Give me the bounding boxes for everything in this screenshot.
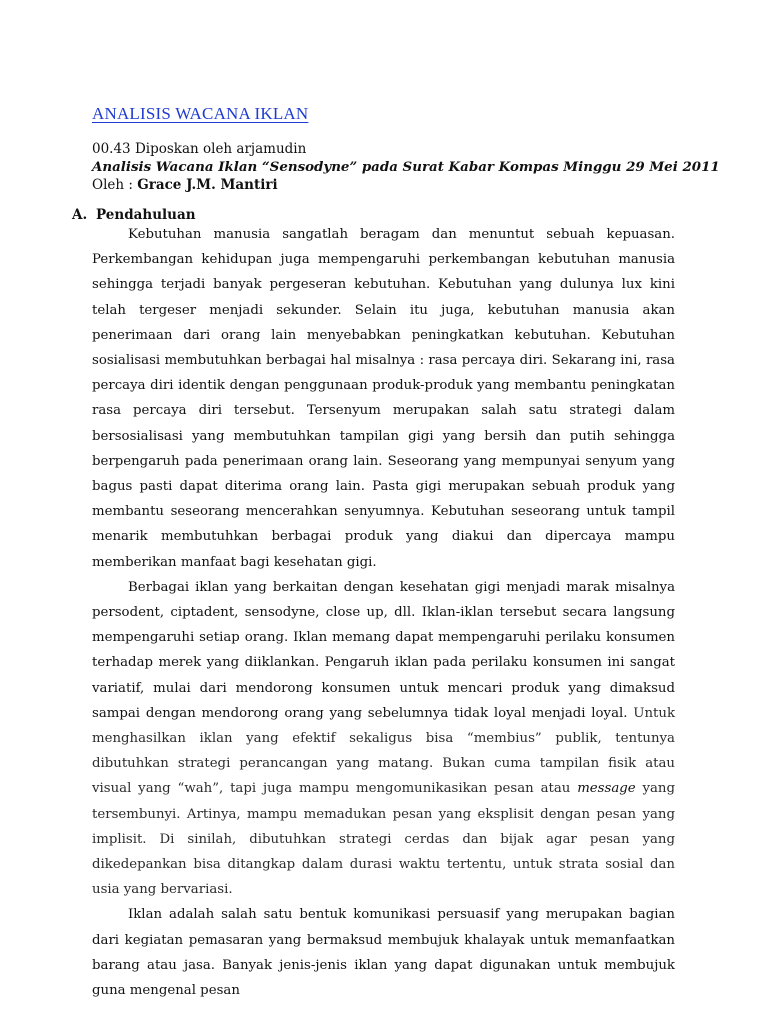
paragraph-2-emphasis: message	[577, 781, 636, 797]
document-title-link[interactable]: ANALISIS WACANA IKLAN	[92, 104, 309, 123]
section-letter: A.	[72, 207, 88, 223]
article-body	[92, 222, 675, 1003]
section-title: Pendahuluan	[96, 207, 196, 223]
post-meta	[92, 140, 720, 194]
paragraph-2-part-b: Untuk menghasilkan iklan yang efektif sekaligus bisa “membius” publik, tentunya dibutuhkan strategi perancangan yang matang. Bukan cuma tampilan fisik atau visual yang “wah”, tapi juga mampu mengomunikasikan pesan atau	[92, 705, 675, 797]
paragraph-2	[92, 575, 675, 903]
article-subtitle: Analisis Wacana Iklan “Sensodyne” pada Surat Kabar Kompas Minggu 29 Mei 2011	[92, 159, 720, 175]
author-line	[92, 176, 692, 194]
section-heading	[72, 207, 196, 223]
posted-line: 00.43 Diposkan oleh arjamudin	[92, 141, 307, 157]
paragraph-2-part-a: Berbagai iklan yang berkaitan dengan kesehatan gigi menjadi marak misalnya persodent, ciptadent, sensodyne, close up, dll. Iklan-iklan tersebut secara langsung mempengaruhi setiap orang. Iklan memang dapat mempengaruhi perilaku konsumen terhadap merek yang diiklankan. Pengaruh iklan pada perilaku konsumen ini sangat variatif, mulai dari mendorong konsumen untuk mencari produk yang dimaksud sampai dengan mendorong orang yang sebelumnya tidak loyal menjadi loyal.	[92, 579, 675, 721]
author-name: Grace J.M. Mantiri	[137, 177, 278, 193]
paragraph-2-part-c: yang tersembunyi. Artinya, mampu memadukan pesan yang eksplisit dengan pesan yang implisit. Di sinilah, dibutuhkan strategi cerdas dan bijak agar pesan yang dikedepankan bisa ditangkap dalam durasi waktu tertentu, untuk strata sosial dan usia yang bervariasi.	[92, 781, 675, 898]
paragraph-3: Iklan adalah salah satu bentuk komunikasi persuasif yang merupakan bagian dari kegiatan pemasaran yang bermaksud membujuk khalayak untuk memanfaatkan barang atau jasa. Banyak jenis-jenis iklan yang dapat digunakan untuk membujuk guna mengenal pesan	[92, 907, 675, 999]
author-prefix: Oleh :	[92, 177, 138, 193]
paragraph-1: Kebutuhan manusia sangatlah beragam dan menuntut sebuah kepuasan. Perkembangan kehidupan juga mempengaruhi perkembangan kebutuhan manusia sehingga terjadi banyak pergeseran kebutuhan. Kebutuhan yang dulunya lux kini telah tergeser menjadi sekunder. Selain itu juga, kebutuhan manusia akan penerimaan dari orang lain menyebabkan peningkatkan kebutuhan. Kebutuhan sosialisasi membutuhkan berbagai hal misalnya : rasa percaya diri. Sekarang ini, rasa percaya diri identik dengan penggunaan produk-produk yang membantu peningkatan rasa percaya diri tersebut. Tersenyum merupakan salah satu strategi dalam bersosialisasi yang membutuhkan tampilan gigi yang bersih dan putih sehingga berpengaruh pada penerimaan orang lain. Seseorang yang mempunyai senyum yang bagus pasti dapat diterima orang lain. Pasta gigi merupakan sebuah produk yang membantu seseorang mencerahkan senyumnya. Kebutuhan seseorang untuk tampil menarik membutuhkan berbagai produk yang diakui dan dipercaya mampu memberikan manfaat bagi kesehatan gigi.	[92, 227, 675, 570]
